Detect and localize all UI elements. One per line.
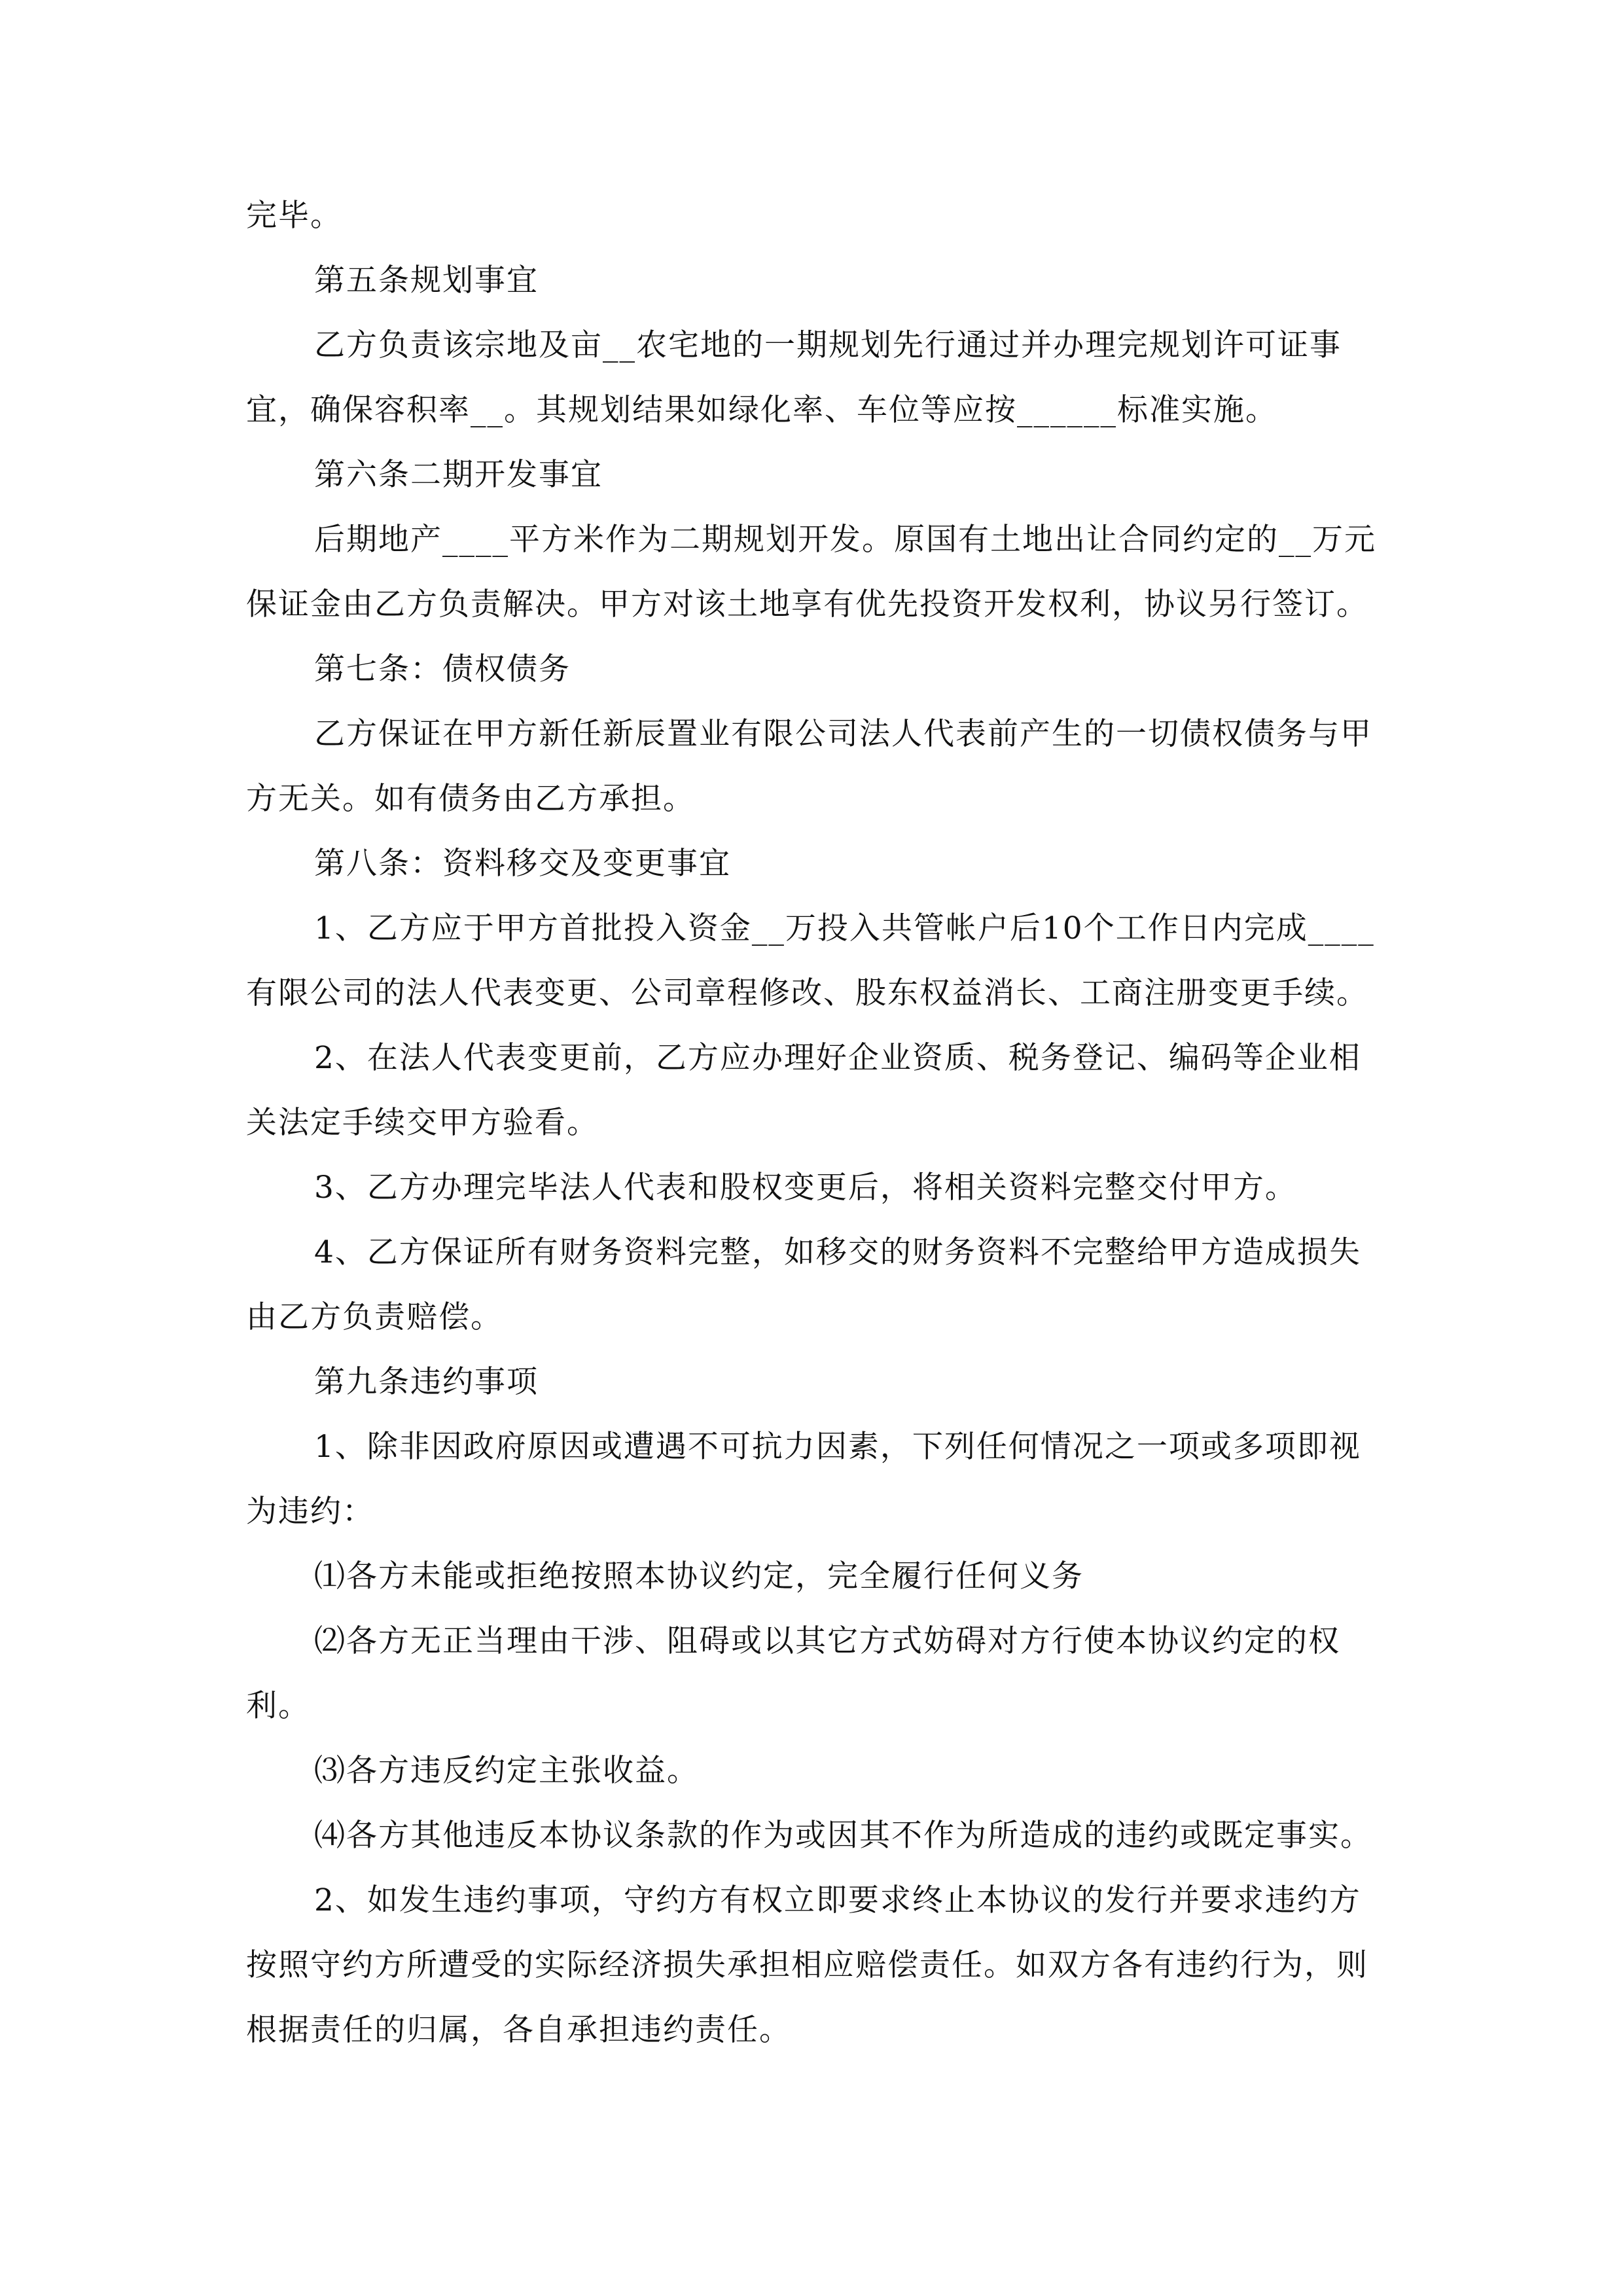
article-5-body: 乙方负责该宗地及亩__农宅地的一期规划先行通过并办理完规划许可证事宜，确保容积率__。其规划结果如绿化率、车位等应按______标准实施。	[246, 327, 1342, 428]
article-9-subitem-1: ⑴各方未能或拒绝按照本协议约定，完全履行任何义务	[314, 1558, 1084, 1594]
article-8-item-4: 4、乙方保证所有财务资料完整，如移交的财务资料不完整给甲方造成损失由乙方负责赔偿。	[246, 1234, 1361, 1335]
article-9-item-2: 2、如发生违约事项，守约方有权立即要求终止本协议的发行并要求违约方按照守约方所遭受的实际经济损失承担相应赔偿责任。如双方各有违约行为，则根据责任的归属，各自承担违约责任。	[246, 1882, 1368, 2048]
article-8-item-1: 1、乙方应于甲方首批投入资金__万投入共管帐户后10个工作日内完成____有限公司的法人代表变更、公司章程修改、股东权益消长、工商注册变更手续。	[246, 910, 1375, 1011]
article-8-heading: 第八条：资料移交及变更事宜	[314, 846, 731, 882]
article-9-subitem-2: ⑵各方无正当理由干涉、阻碍或以其它方式妨碍对方行使本协议约定的权利。	[246, 1623, 1340, 1724]
article-7-body: 乙方保证在甲方新任新辰置业有限公司法人代表前产生的一切债权债务与甲方无关。如有债务由乙方承担。	[246, 716, 1372, 817]
article-9-item-1: 1、除非因政府原因或遭遇不可抗力因素，下列任何情况之一项或多项即视为违约：	[246, 1429, 1361, 1530]
article-7-heading: 第七条：债权债务	[314, 651, 571, 687]
article-5-heading: 第五条规划事宜	[314, 262, 539, 298]
article-9-subitem-4: ⑷各方其他违反本协议条款的作为或因其不作为所造成的违约或既定事实。	[314, 1818, 1372, 1854]
article-8-item-2: 2、在法人代表变更前，乙方应办理好企业资质、税务登记、编码等企业相关法定手续交甲方验看。	[246, 1040, 1361, 1141]
article-6-heading: 第六条二期开发事宜	[314, 457, 603, 493]
article-9-subitem-3: ⑶各方违反约定主张收益。	[314, 1753, 699, 1789]
article-8-item-3: 3、乙方办理完毕法人代表和股权变更后，将相关资料完整交付甲方。	[314, 1170, 1297, 1206]
document-body	[246, 183, 1385, 2062]
article-6-body: 后期地产____平方米作为二期规划开发。原国有土地出让合同约定的__万元保证金由乙方负责解决。甲方对该土地享有优先投资开发权利，协议另行签订。	[246, 522, 1376, 622]
article-9-heading: 第九条违约事项	[314, 1364, 539, 1400]
paragraph-continuation: 完毕。	[246, 198, 342, 234]
